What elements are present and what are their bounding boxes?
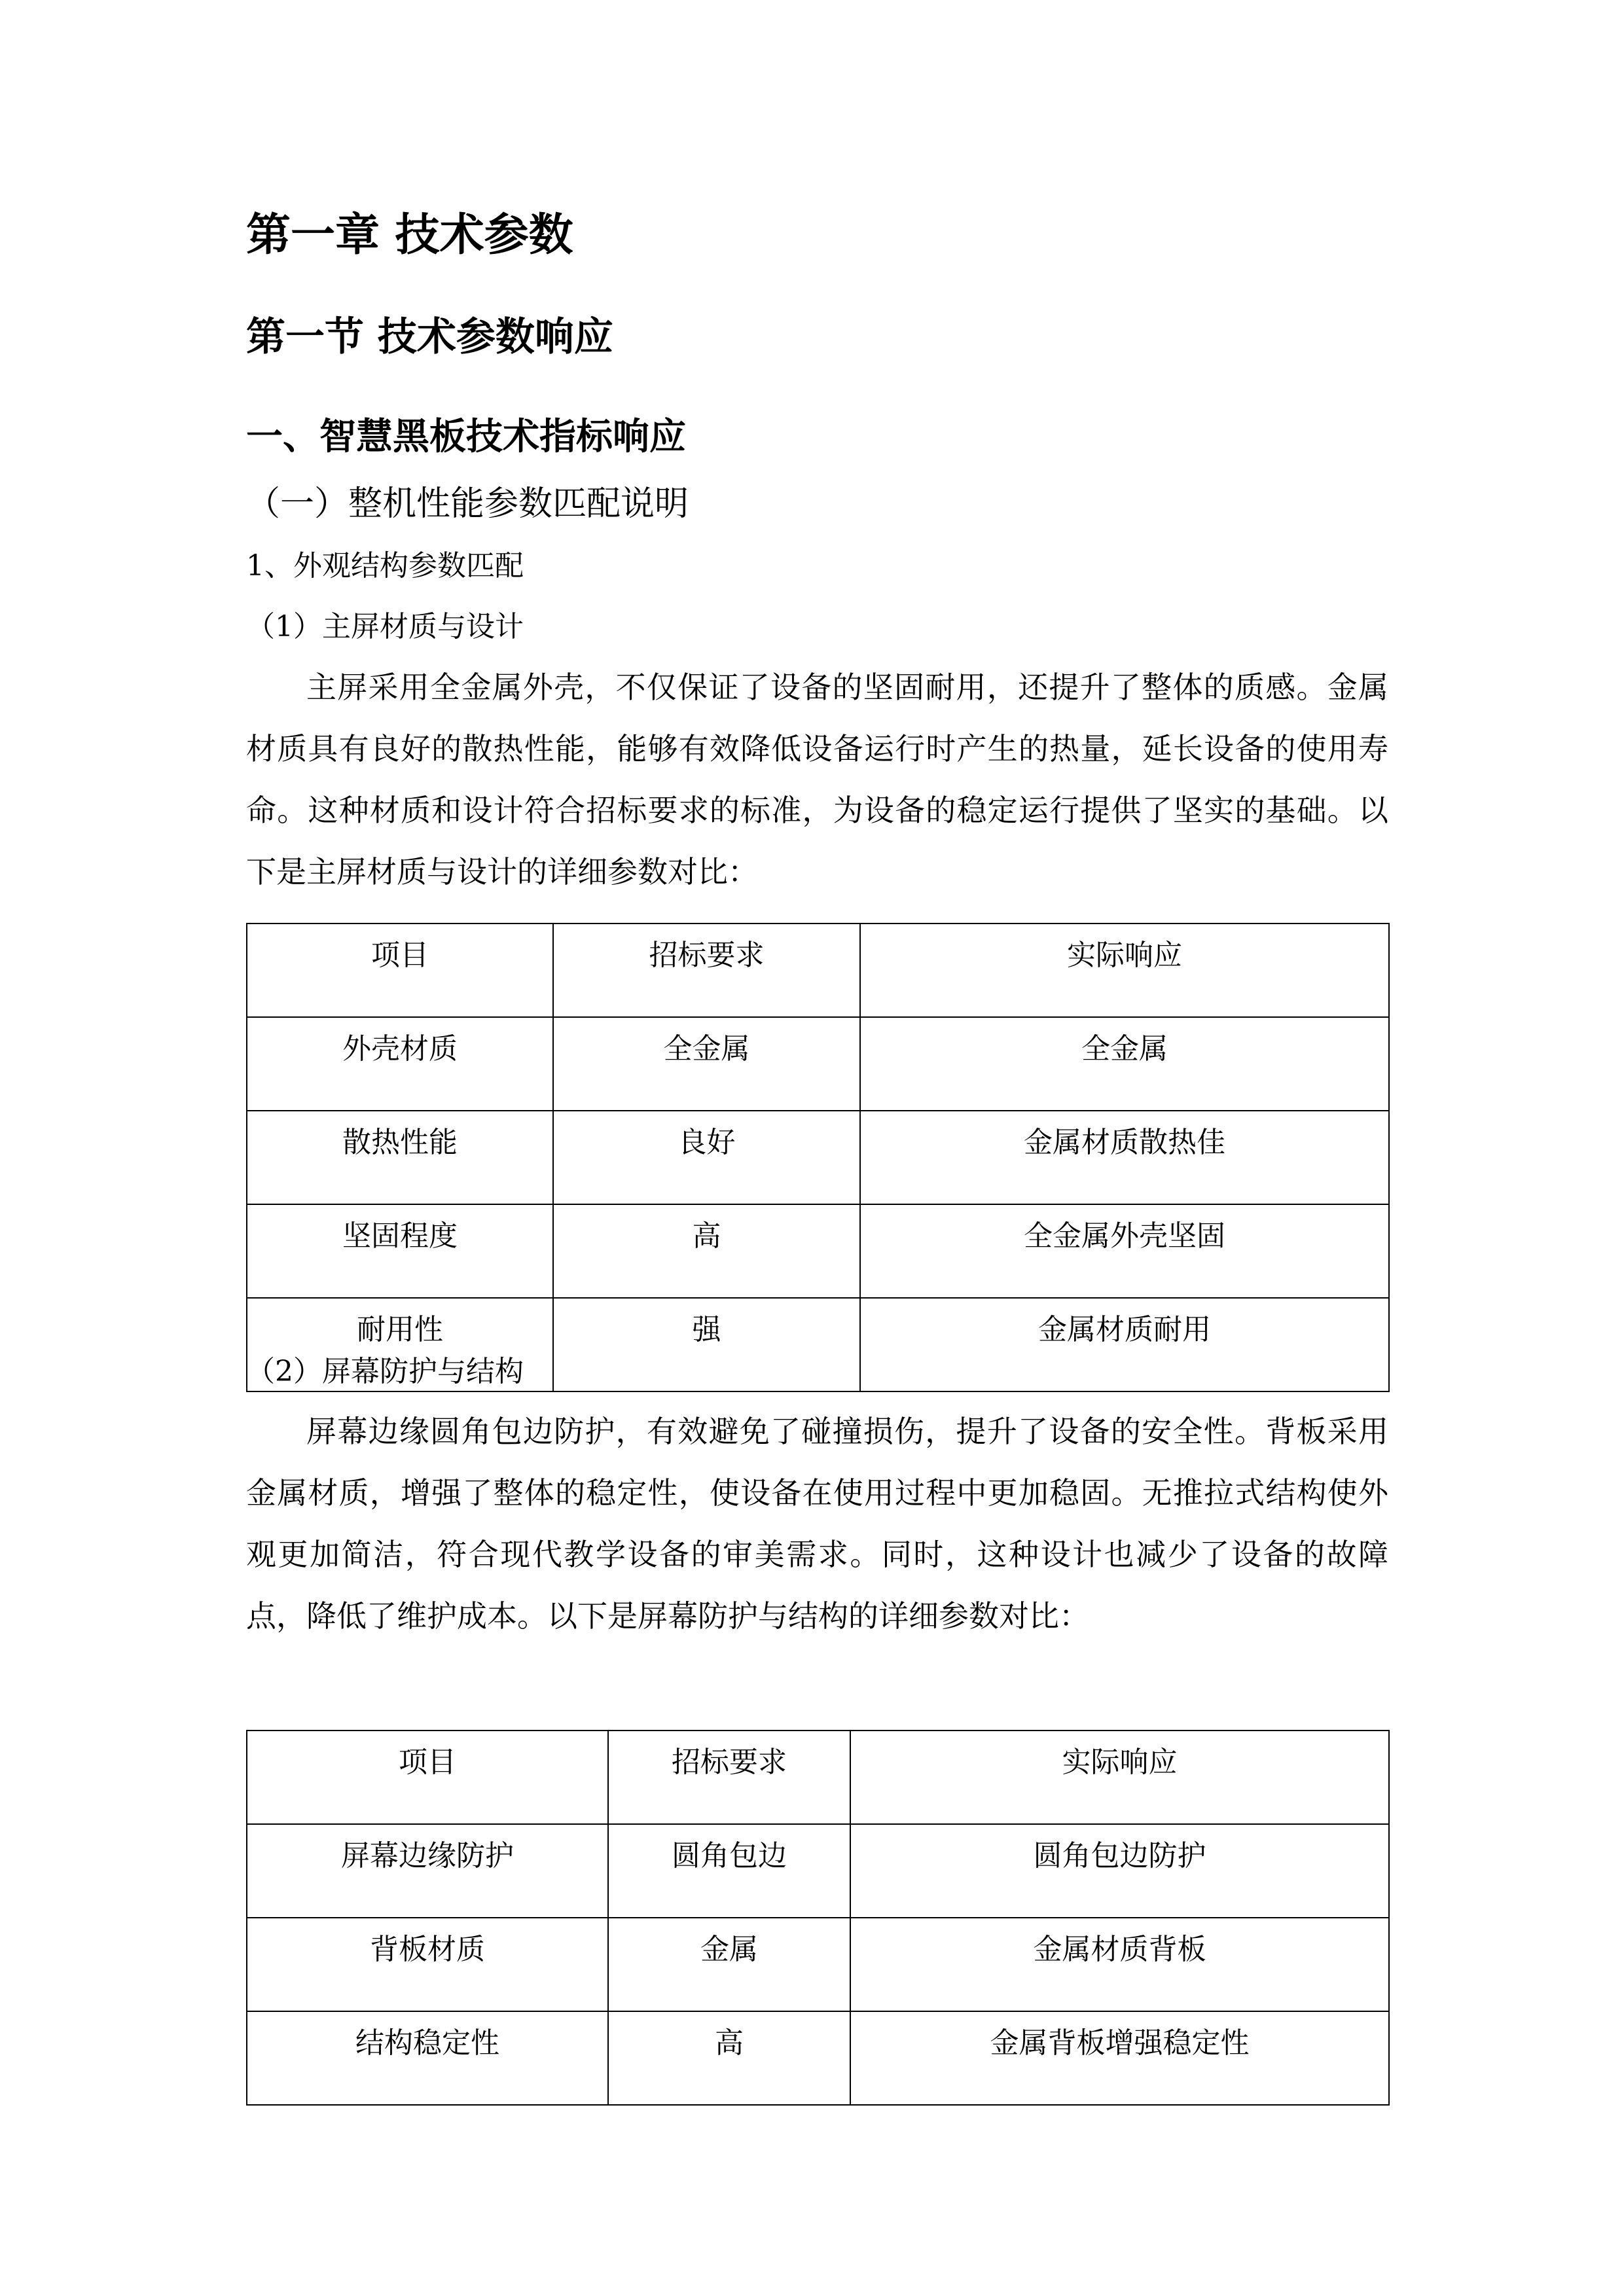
block2-paragraph: 屏幕边缘圆角包边防护，有效避免了碰撞损伤，提升了设备的安全性。背板采用金属材质，增强了整体的稳定性，使设备在使用过程中更加稳固。无推拉式结构使外观更加简洁，符合现代教学设备的审美需求。同时，这种设计也减少了设备的故障点，降低了维护成本。以下是屏幕防护与结构的详细参数对比：	[246, 1414, 1388, 1634]
table-header-cell: 项目	[247, 1731, 608, 1824]
table-cell: 金属材质背板	[850, 1918, 1389, 2011]
table-header-cell: 实际响应	[850, 1731, 1389, 1824]
table-cell: 金属材质耐用	[860, 1298, 1389, 1391]
table-cell: 全金属	[553, 1017, 860, 1111]
chapter-title: 第一章 技术参数	[246, 209, 573, 261]
table-header-row	[247, 1731, 1389, 1824]
table-cell: 金属	[608, 1918, 850, 2011]
table-cell: 强	[553, 1298, 860, 1391]
item-title: 1、外观结构参数匹配	[246, 549, 524, 583]
table-cell: 金属背板增强稳定性	[850, 2011, 1389, 2105]
table-row	[247, 1017, 1389, 1111]
table-row	[247, 2011, 1389, 2105]
table-row	[247, 1824, 1389, 1918]
table-cell: 散热性能	[247, 1111, 553, 1204]
table-cell: 良好	[553, 1111, 860, 1204]
table-cell: 耐用性	[247, 1298, 553, 1391]
table-cell: 金属材质散热佳	[860, 1111, 1389, 1204]
table-cell: 高	[608, 2011, 850, 2105]
part-title: （一）整机性能参数匹配说明	[246, 484, 689, 524]
table-header-cell: 招标要求	[608, 1731, 850, 1824]
table-cell: 全金属	[860, 1017, 1389, 1111]
table-cell: 全金属外壳坚固	[860, 1204, 1389, 1298]
table-cell: 外壳材质	[247, 1017, 553, 1111]
table-header-row	[247, 924, 1389, 1017]
table-cell: 圆角包边	[608, 1824, 850, 1918]
table-header-cell: 项目	[247, 924, 553, 1017]
block2-heading: （2）屏幕防护与结构	[246, 1355, 524, 1388]
table-header-cell: 实际响应	[860, 924, 1389, 1017]
table-cell: 坚固程度	[247, 1204, 553, 1298]
table-cell: 高	[553, 1204, 860, 1298]
table-row	[247, 1204, 1389, 1298]
block1-paragraph: 主屏采用全金属外壳，不仅保证了设备的坚固耐用，还提升了整体的质感。金属材质具有良好的散热性能，能够有效降低设备运行时产生的热量，延长设备的使用寿命。这种材质和设计符合招标要求的标准，为设备的稳定运行提供了坚实的基础。以下是主屏材质与设计的详细参数对比：	[246, 670, 1388, 889]
table-row	[247, 1111, 1389, 1204]
block1-table	[246, 923, 1390, 1392]
table-cell: 屏幕边缘防护	[247, 1824, 608, 1918]
table-cell: 结构稳定性	[247, 2011, 608, 2105]
block2-table	[246, 1730, 1390, 2106]
table-cell: 背板材质	[247, 1918, 608, 2011]
subsection-title: 一、智慧黑板技术指标响应	[246, 416, 686, 458]
table-row	[247, 1918, 1389, 2011]
table-cell: 圆角包边防护	[850, 1824, 1389, 1918]
block1-heading: （1）主屏材质与设计	[246, 610, 524, 643]
section-title: 第一节 技术参数响应	[246, 314, 613, 360]
table-header-cell: 招标要求	[553, 924, 860, 1017]
